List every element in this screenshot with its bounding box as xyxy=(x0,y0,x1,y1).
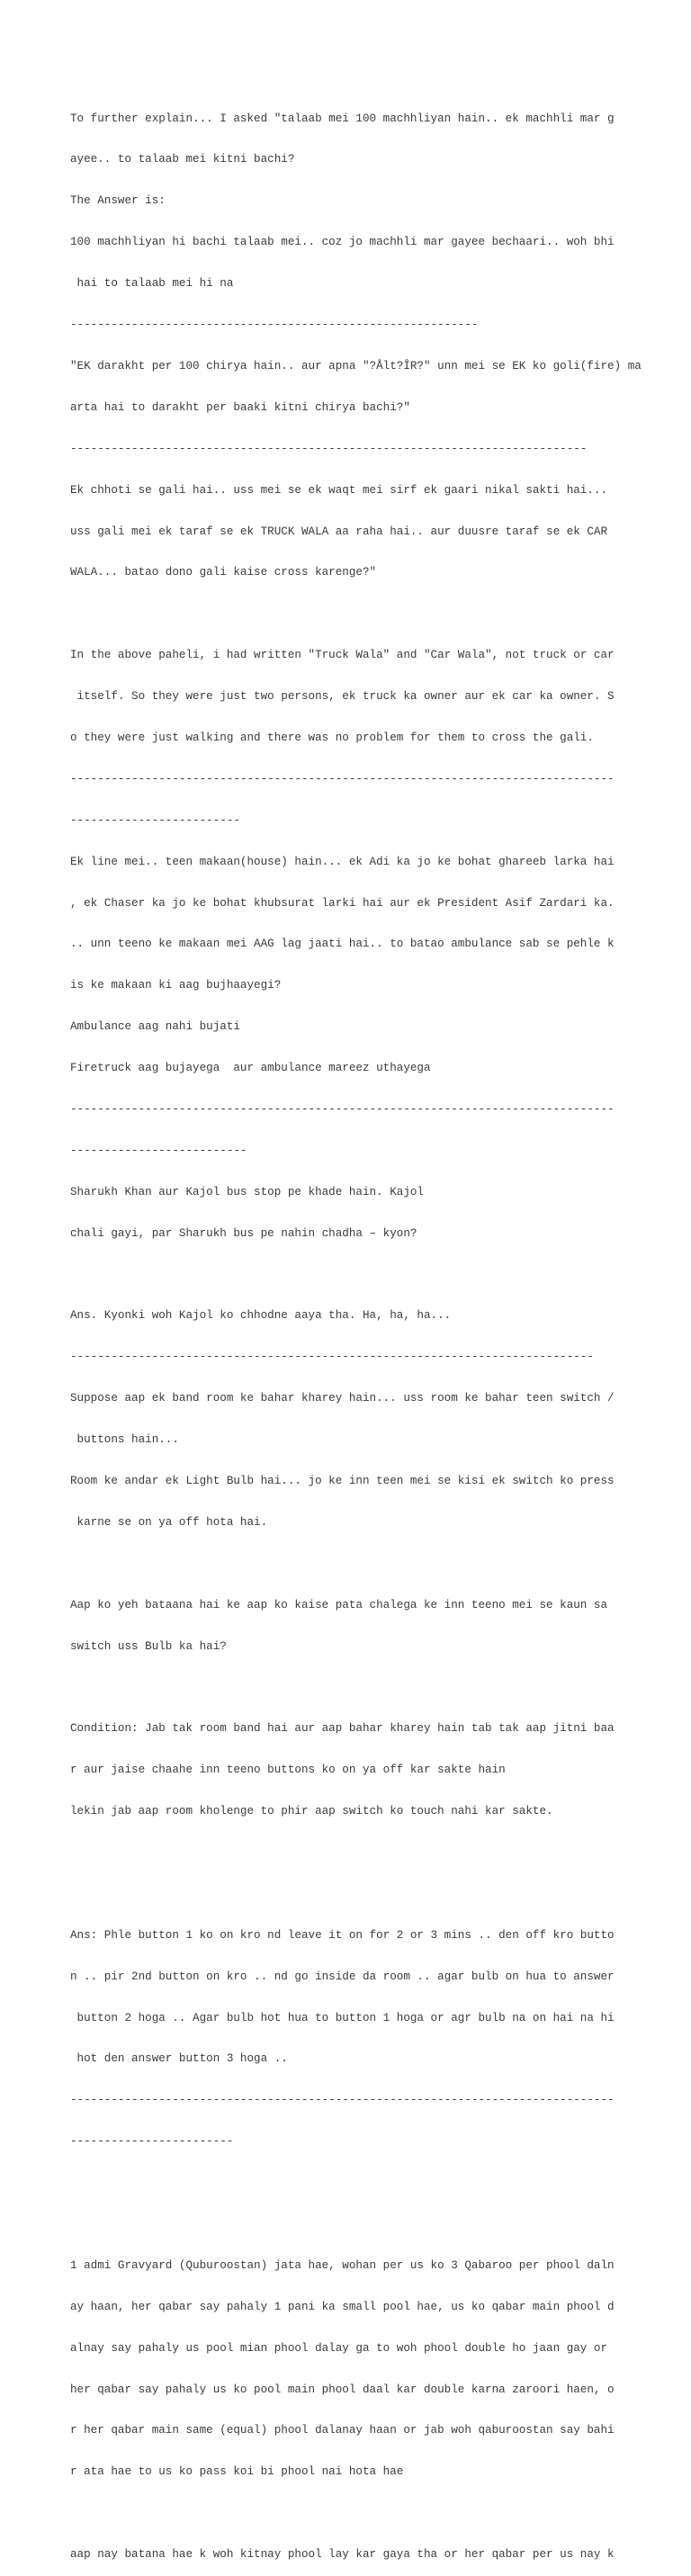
text-line: 1 admi Gravyard (Quburoostan) jata hae, wohan per us ko 3 Qabaroo per phool daln xyxy=(70,2258,615,2272)
separator-line: -------------------------------------------------------------------------------- xyxy=(70,2094,615,2107)
text-line: WALA... batao dono gali kaise cross karenge?" xyxy=(70,566,377,579)
text-line: Suppose aap ek band room ke bahar kharey hain... uss room ke bahar teen switch / xyxy=(70,1392,615,1405)
text-line: Ans. Kyonki woh Kajol ko chhodne aaya tha. Ha, ha, ha... xyxy=(70,1309,452,1323)
text-line: is ke makaan ki aag bujhaayegi? xyxy=(70,979,282,992)
separator-line: ----------------------------------------------------------------------------- xyxy=(70,1351,594,1364)
separator-line: -------------------------------------------------------------------------------- xyxy=(70,1102,615,1116)
text-line: ayee.. to talaab mei kitni bachi? xyxy=(70,153,295,166)
text-line: The Answer is: xyxy=(70,194,166,208)
text-line: Room ke andar ek Light Bulb hai... jo ke inn teen mei se kisi ek switch ko press xyxy=(70,1474,615,1487)
text-line: aap nay batana hae k woh kitnay phool lay kar gaya tha or her qabar per us nay k xyxy=(70,2548,615,2562)
text-line: hot den answer button 3 hoga .. xyxy=(70,2052,288,2066)
text-line: Ans: Phle button 1 ko on kro nd leave it on for 2 or 3 mins .. den off kro butto xyxy=(70,1928,615,1942)
blank-line xyxy=(70,1888,682,1901)
text-line: karne se on ya off hota hai. xyxy=(70,1515,268,1529)
text-line: To further explain... I asked "talaab mei 100 machhliyan hain.. ek machhli mar g xyxy=(70,112,615,125)
text-line: chali gayi, par Sharukh bus pe nahin chadha – kyon? xyxy=(70,1226,417,1240)
text-line: r aur jaise chaahe inn teeno buttons ko on ya off kar sakte hain xyxy=(70,1764,506,1777)
separator-line: -------------------------------------------------------------------------------- xyxy=(70,772,615,785)
blank-line xyxy=(70,607,682,621)
text-line: 100 machhliyan hi bachi talaab mei.. coz jo machhli mar gayee bechaari.. woh bhi xyxy=(70,236,615,249)
text-line: alnay say pahaly us pool mian phool dalay ga to woh phool double ho jaan gay or xyxy=(70,2341,608,2355)
text-line: o they were just walking and there was no problem for them to cross the gali. xyxy=(70,731,594,744)
blank-line xyxy=(70,1269,682,1282)
text-line: Firetruck aag bujayega aur ambulance mareez uthayega xyxy=(70,1062,431,1075)
blank-line xyxy=(70,1681,682,1694)
text-line: ay haan, her qabar say pahaly 1 pani ka small pool hae, us ko qabar main phool d xyxy=(70,2300,615,2313)
text-line: Sharukh Khan aur Kajol bus stop pe khade hain. Kajol xyxy=(70,1185,424,1198)
text-line: "EK darakht per 100 chirya hain.. aur apna "?Ålt?ÎR?" unn mei se EK ko goli(fire) ma xyxy=(70,359,642,372)
blank-line xyxy=(70,2507,682,2520)
text-line: button 2 hoga .. Agar bulb hot hua to button 1 hoga or agr bulb na on hai na hi xyxy=(70,2011,615,2024)
text-line: Ek line mei.. teen makaan(house) hain... ek Adi ka jo ke bohat ghareeb larka hai xyxy=(70,855,615,868)
blank-line xyxy=(70,1846,682,1860)
text-line: In the above paheli, i had written "Truck Wala" and "Car Wala", not truck or car xyxy=(70,649,615,662)
blank-line xyxy=(70,2218,682,2231)
separator-line: ------------------------------------------------------------ xyxy=(70,319,479,332)
text-line: buttons hain... xyxy=(70,1433,179,1447)
text-line: switch uss Bulb ka hai? xyxy=(70,1639,227,1653)
blank-line xyxy=(70,1557,682,1571)
separator-line: ------------------------- xyxy=(70,813,240,827)
text-line: r her qabar main same (equal) phool dalanay haan or jab woh qaburoostan say bahi xyxy=(70,2424,615,2437)
text-line: her qabar say pahaly us ko pool main phool daal kar double karna zaroori haen, o xyxy=(70,2383,615,2396)
text-line: uss gali mei ek taraf se ek TRUCK WALA aa raha hai.. aur duusre taraf se ek CAR xyxy=(70,525,608,538)
text-line: arta hai to darakht per baaki kitni chirya bachi?" xyxy=(70,400,410,414)
text-line: n .. pir 2nd button on kro .. nd go inside da room .. agar bulb on hua to answer xyxy=(70,1970,615,1983)
text-line: Ek chhoti se gali hai.. uss mei se ek waqt mei sirf ek gaari nikal sakti hai... xyxy=(70,483,608,497)
blank-line xyxy=(70,2177,682,2190)
document-page xyxy=(70,85,682,2576)
text-line: , ek Chaser ka jo ke bohat khubsurat larki hai aur ek President Asif Zardari ka. xyxy=(70,896,615,910)
text-line: lekin jab aap room kholenge to phir aap switch ko touch nahi kar sakte. xyxy=(70,1805,553,1818)
text-line: Aap ko yeh bataana hai ke aap ko kaise pata chalega ke inn teeno mei se kaun sa xyxy=(70,1598,608,1611)
text-line: Ambulance aag nahi bujati xyxy=(70,1020,240,1034)
text-line: hai to talaab mei hi na xyxy=(70,277,234,291)
separator-line: ------------------------ xyxy=(70,2135,234,2149)
text-line: r ata hae to us ko pass koi bi phool nai hota hae xyxy=(70,2465,404,2479)
text-line: Condition: Jab tak room band hai aur aap bahar kharey hain tab tak aap jitni baa xyxy=(70,1722,615,1736)
separator-line: -------------------------- xyxy=(70,1144,247,1157)
separator-line: ---------------------------------------------------------------------------- xyxy=(70,442,588,455)
text-line: itself. So they were just two persons, ek truck ka owner aur ek car ka owner. S xyxy=(70,690,615,704)
text-line: .. unn teeno ke makaan mei AAG lag jaati hai.. to batao ambulance sab se pehle k xyxy=(70,938,615,951)
